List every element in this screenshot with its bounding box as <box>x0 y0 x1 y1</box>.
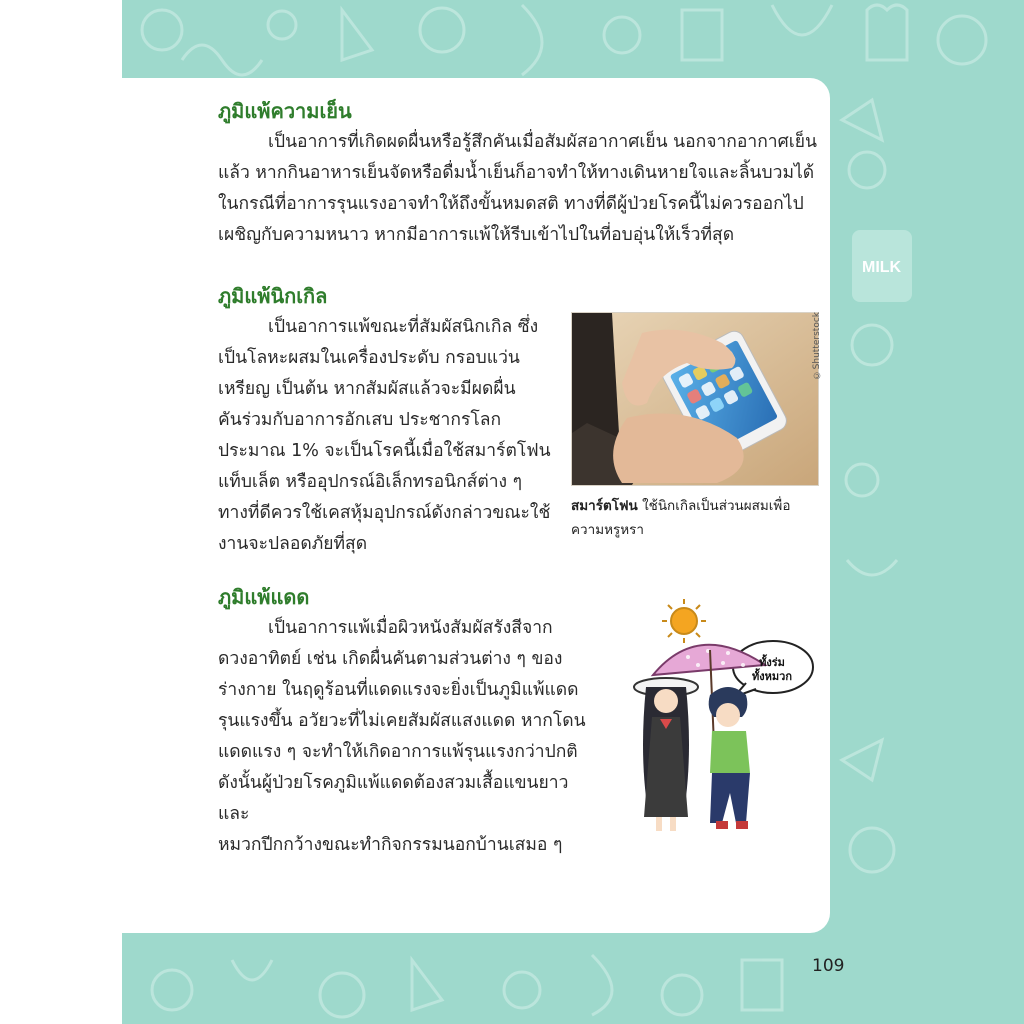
heading-nickel-allergy: ภูมิแพ้นิกเกิล <box>218 284 328 308</box>
text-line: งานจะปลอดภัยที่สุด <box>218 534 368 554</box>
text-line: ดังนั้นผู้ป่วยโรคภูมิแพ้แดดต้องสวมเสื้อแขนยาวและ <box>218 773 569 824</box>
text-line: แดดแรง ๆ จะทำให้เกิดอาการแพ้รุนแรงกว่าปกติ <box>218 742 578 762</box>
text-line: หมวกปีกกว้างขณะทำกิจกรรมนอกบ้านเสมอ ๆ <box>218 835 563 855</box>
caption-text: ความหรูหรา <box>571 522 644 538</box>
photo-caption <box>571 494 823 542</box>
text-line: เป็นโลหะผสมในเครื่องประดับ กรอบแว่น <box>218 348 520 368</box>
speech-line: ทั้งร่ม <box>759 656 785 669</box>
text-line: ร่างกาย ในฤดูร้อนที่แดดแรงจะยิ่งเป็นภูมิแพ้แดด <box>218 680 579 700</box>
text-line: เหรียญ เป็นต้น หากสัมผัสแล้วจะมีผดผื่น <box>218 379 516 399</box>
text-line: ประมาณ 1% จะเป็นโรคนี้เมื่อใช้สมาร์ตโฟน <box>218 441 551 461</box>
text-line: เผชิญกับความหนาว หากมีอาการแพ้ให้รีบเข้าไปในที่อบอุ่นให้เร็วที่สุด <box>218 225 735 245</box>
caption-bold: สมาร์ตโฟน <box>571 498 638 514</box>
text-line: เป็นอาการที่เกิดผดผื่นหรือรู้สึกคันเมื่อสัมผัสอากาศเย็น นอกจากอากาศเย็น <box>268 132 817 152</box>
paragraph-cold-allergy <box>218 127 818 251</box>
cartoon-umbrella-illustration <box>628 595 834 845</box>
speech-line: ทั้งหมวก <box>752 670 792 683</box>
caption-text: ใช้นิกเกิลเป็นส่วนผสมเพื่อ <box>637 498 791 514</box>
milk-label: MILK <box>862 259 902 276</box>
text-line: คันร่วมกับอาการอักเสบ ประชากรโลก <box>218 410 502 430</box>
text-line: แท็บเล็ต หรืออุปกรณ์อิเล็กทรอนิกส์ต่าง ๆ <box>218 472 523 492</box>
photo-credit: ©Shutterstock <box>812 312 822 380</box>
sun-icon <box>662 599 706 643</box>
page-number: 109 <box>812 956 845 976</box>
text-line: รุนแรงขึ้น อวัยวะที่ไม่เคยสัมผัสแสงแดด หากโดน <box>218 711 586 731</box>
paragraph-nickel-allergy <box>218 312 558 560</box>
heading-cold-allergy: ภูมิแพ้ความเย็น <box>218 99 352 123</box>
paragraph-sun-allergy <box>218 613 592 861</box>
text-line: เป็นอาการแพ้ขณะที่สัมผัสนิกเกิล ซึ่ง <box>268 317 539 337</box>
text-line: แล้ว หากกินอาหารเย็นจัดหรือดื่มน้ำเย็นก็อาจทำให้ทางเดินหายใจและลิ้นบวมได้ <box>218 163 815 183</box>
smartphone-photo <box>571 312 819 486</box>
speech-text <box>740 656 804 684</box>
heading-sun-allergy: ภูมิแพ้แดด <box>218 585 310 609</box>
text-line: ในกรณีที่อาการรุนแรงอาจทำให้ถึงขั้นหมดสติ ทางที่ดีผู้ป่วยโรคนี้ไม่ควรออกไป <box>218 194 804 214</box>
text-line: เป็นอาการแพ้เมื่อผิวหนังสัมผัสรังสีจาก <box>268 618 553 638</box>
text-line: ทางที่ดีควรใช้เคสหุ้มอุปกรณ์ดังกล่าวขณะใช้ <box>218 503 551 523</box>
text-line: ดวงอาทิตย์ เช่น เกิดผื่นคันตามส่วนต่าง ๆ ของ <box>218 649 563 669</box>
